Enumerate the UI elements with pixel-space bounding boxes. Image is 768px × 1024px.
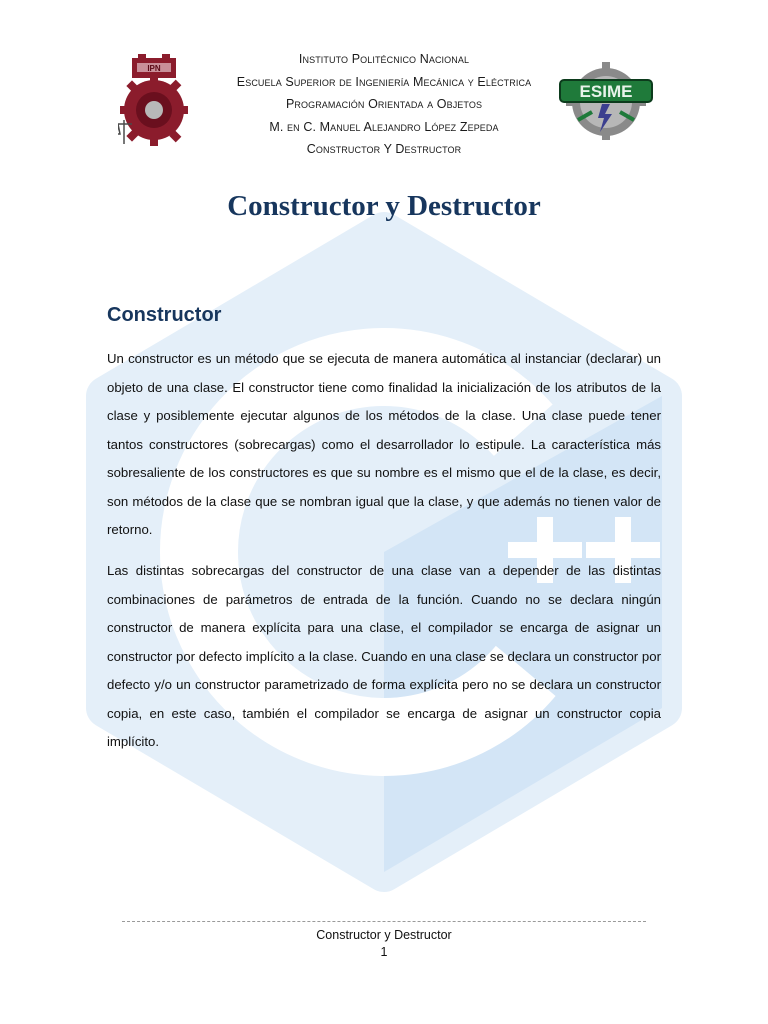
footer-title: Constructor y Destructor	[316, 928, 452, 942]
paragraph: Las distintas sobrecargas del constructor de una clase van a depender de las distintas combinaciones de parámetros de entrada de la función. Cuando no se declara ningún constructor de manera explícita para una clase, el compilador se encarga de asignar un constructor por defecto implícito a la clase. Cuando en una clase se declara un constructor por defecto y/o un constructor parametrizado de forma explícita pero no se declara un constructor copia, en este caso, también el compilador se encarga de asignar un constructor copia implícito.	[107, 563, 661, 749]
document-title: Constructor y Destructor	[227, 190, 541, 222]
ipn-logo-gear	[120, 74, 188, 146]
page-footer	[0, 927, 768, 961]
document-header	[200, 48, 568, 161]
esime-logo-letters: ESIME	[579, 82, 633, 101]
ipn-logo-letters: IPN	[147, 64, 161, 73]
header-topic: Constructor Y Destructor	[306, 142, 462, 156]
ipn-logo	[118, 54, 190, 150]
header-course: Programación Orientada a Objetos	[285, 97, 483, 111]
ipn-logo-scale	[118, 120, 132, 144]
footer-rule	[122, 921, 646, 922]
paragraph: Un constructor es un método que se ejecuta de manera automática al instanciar (declarar) un objeto de una clase. El constructor tiene como finalidad la inicialización de los atributos de la clase y posiblemente ejecutar algunos de los métodos de la clase. Una clase puede tener tantos constructores (sobrecargas) como el desarrollador lo estipule. La característica más sobresaliente de los constructores es que su nombre es el mismo que el de la clase, es decir, son métodos de la clase que se nombran igual que la clase, y que además no tienen valor de retorno.	[107, 351, 661, 537]
page-number: 1	[380, 945, 388, 959]
esime-logo	[558, 62, 654, 140]
header-school: Escuela Superior de Ingeniería Mecánica y Eléctrica	[236, 74, 532, 89]
header-author: M. en C. Manuel Alejandro López Zepeda	[269, 119, 499, 134]
section-heading: Constructor	[107, 304, 222, 326]
header-institution: Instituto Politécnico Nacional	[298, 52, 470, 66]
